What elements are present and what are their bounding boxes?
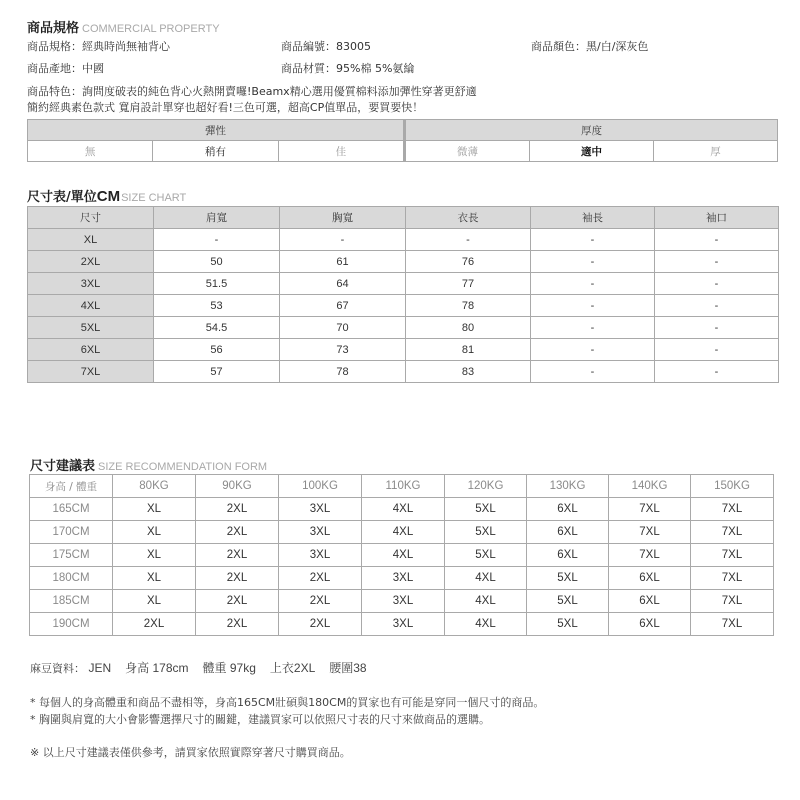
measurement-cell: 77 xyxy=(406,273,531,295)
recommendation-title-en: SIZE RECOMMENDATION FORM xyxy=(98,461,268,473)
recommendation-table xyxy=(29,474,774,636)
size-chart-unit: CM xyxy=(96,188,121,205)
measurement-cell: - xyxy=(406,229,531,251)
size-label-cell: 2XL xyxy=(28,251,154,273)
model-height: 身高 178cm xyxy=(125,661,189,675)
recommended-size-cell: 3XL xyxy=(279,498,362,521)
weight-header-cell: 120KG xyxy=(445,475,527,498)
recommended-size-cell: 5XL xyxy=(527,590,609,613)
size-chart-row xyxy=(28,273,779,295)
color-text: 商品顏色：黑/白/深灰色 xyxy=(531,40,649,53)
disclaimer: ※ 以上尺寸建議表僅供參考，請買家依照實際穿著尺寸購買商品。 xyxy=(30,746,351,759)
recommended-size-cell: 2XL xyxy=(279,590,362,613)
feature-line-2: 簡約經典素色款式 寬肩設計單穿也超好看!三色可選，超高CP值單品，要買要快！ xyxy=(27,101,424,114)
measurement-cell: - xyxy=(655,339,779,361)
recommended-size-cell: 3XL xyxy=(362,613,445,636)
measurement-cell: - xyxy=(280,229,406,251)
recommended-size-cell: 2XL xyxy=(196,590,279,613)
measurement-cell: - xyxy=(531,251,655,273)
measurement-cell: 67 xyxy=(280,295,406,317)
recommended-size-cell: XL xyxy=(113,590,196,613)
spec-text: 商品規格：經典時尚無袖背心 xyxy=(27,40,170,53)
size-chart-header-cell: 袖口 xyxy=(655,207,779,229)
thickness-label: 厚度 xyxy=(406,120,778,141)
thickness-option-thick: 厚 xyxy=(654,141,778,162)
property-title-en: COMMERCIAL PROPERTY xyxy=(82,23,220,35)
size-chart-header-cell: 袖長 xyxy=(531,207,655,229)
thickness-table xyxy=(405,119,778,162)
weight-header-cell: 110KG xyxy=(362,475,445,498)
size-chart-row xyxy=(28,339,779,361)
measurement-cell: - xyxy=(531,273,655,295)
measurement-cell: 83 xyxy=(406,361,531,383)
size-chart-row xyxy=(28,317,779,339)
model-waist: 腰圍38 xyxy=(329,661,367,675)
elasticity-label: 彈性 xyxy=(28,120,404,141)
recommendation-header-row xyxy=(30,475,774,498)
measurement-cell: - xyxy=(655,251,779,273)
elasticity-option-good: 佳 xyxy=(278,141,403,162)
size-chart-header-row xyxy=(28,207,779,229)
measurement-cell: 80 xyxy=(406,317,531,339)
recommended-size-cell: 2XL xyxy=(196,498,279,521)
weight-header-cell: 90KG xyxy=(196,475,279,498)
weight-header-cell: 80KG xyxy=(113,475,196,498)
thickness-option-thin: 微薄 xyxy=(406,141,530,162)
size-chart-header-cell: 衣長 xyxy=(406,207,531,229)
recommended-size-cell: 7XL xyxy=(609,521,691,544)
thickness-option-medium: 適中 xyxy=(530,141,654,162)
note-2: * 胸圍與肩寬的大小會影響選擇尺寸的關鍵，建議買家可以依照尺寸表的尺寸來做商品的選購。 xyxy=(30,713,490,726)
recommended-size-cell: 4XL xyxy=(445,590,527,613)
recommended-size-cell: 2XL xyxy=(196,544,279,567)
recommended-size-cell: 7XL xyxy=(691,498,774,521)
recommendation-row xyxy=(30,544,774,567)
recommendation-title: 尺寸建議表 xyxy=(30,459,96,474)
recommended-size-cell: 3XL xyxy=(362,590,445,613)
material-text: 商品材質：95%棉 5%氨綸 xyxy=(281,62,415,75)
elasticity-option-slight: 稍有 xyxy=(153,141,278,162)
elasticity-option-none: 無 xyxy=(28,141,153,162)
note-1: * 每個人的身高體重和商品不盡相等，身高165CM壯碩與180CM的買家也有可能是穿同一個尺寸的商品。 xyxy=(30,696,545,709)
feature-line-1: 商品特色：詢問度破表的純色背心火熱開賣囉!Beamx精心選用優質棉料添加彈性穿著更舒適 xyxy=(27,85,477,98)
recommended-size-cell: XL xyxy=(113,567,196,590)
height-cell: 165CM xyxy=(30,498,113,521)
recommended-size-cell: 6XL xyxy=(609,613,691,636)
property-title: 商品規格 xyxy=(27,21,80,36)
recommendation-row xyxy=(30,521,774,544)
size-chart-row xyxy=(28,361,779,383)
recommended-size-cell: 2XL xyxy=(196,521,279,544)
measurement-cell: 73 xyxy=(280,339,406,361)
measurement-cell: 57 xyxy=(154,361,280,383)
weight-header-cell: 150KG xyxy=(691,475,774,498)
size-label-cell: 4XL xyxy=(28,295,154,317)
recommended-size-cell: 4XL xyxy=(362,544,445,567)
height-cell: 190CM xyxy=(30,613,113,636)
recommended-size-cell: 6XL xyxy=(609,590,691,613)
recommended-size-cell: 5XL xyxy=(445,498,527,521)
recommendation-heading xyxy=(30,455,267,474)
recommended-size-cell: XL xyxy=(113,521,196,544)
size-chart-header-cell: 尺寸 xyxy=(28,207,154,229)
size-chart-header-cell: 肩寬 xyxy=(154,207,280,229)
measurement-cell: 78 xyxy=(406,295,531,317)
recommended-size-cell: 5XL xyxy=(445,521,527,544)
size-chart-row xyxy=(28,295,779,317)
recommendation-row xyxy=(30,567,774,590)
recommended-size-cell: 5XL xyxy=(445,544,527,567)
property-heading xyxy=(27,17,220,36)
recommended-size-cell: 3XL xyxy=(279,521,362,544)
recommended-size-cell: 2XL xyxy=(279,567,362,590)
recommendation-row xyxy=(30,590,774,613)
measurement-cell: 61 xyxy=(280,251,406,273)
measurement-cell: - xyxy=(154,229,280,251)
recommended-size-cell: 7XL xyxy=(691,590,774,613)
measurement-cell: - xyxy=(655,229,779,251)
recommended-size-cell: 4XL xyxy=(362,498,445,521)
measurement-cell: - xyxy=(531,229,655,251)
size-chart-title: 尺寸表/單位 xyxy=(27,190,97,205)
recommended-size-cell: 3XL xyxy=(279,544,362,567)
model-weight: 體重 97kg xyxy=(202,661,256,675)
recommended-size-cell: 6XL xyxy=(609,567,691,590)
measurement-cell: - xyxy=(655,361,779,383)
recommended-size-cell: 6XL xyxy=(527,544,609,567)
measurement-cell: 54.5 xyxy=(154,317,280,339)
height-cell: 170CM xyxy=(30,521,113,544)
weight-header-cell: 100KG xyxy=(279,475,362,498)
size-label-cell: 5XL xyxy=(28,317,154,339)
code-text: 商品編號：83005 xyxy=(281,40,371,53)
measurement-cell: 50 xyxy=(154,251,280,273)
size-chart-row xyxy=(28,229,779,251)
recommended-size-cell: 7XL xyxy=(691,521,774,544)
recommended-size-cell: 3XL xyxy=(362,567,445,590)
measurement-cell: 70 xyxy=(280,317,406,339)
size-label-cell: 6XL xyxy=(28,339,154,361)
measurement-cell: - xyxy=(655,273,779,295)
recommended-size-cell: 2XL xyxy=(279,613,362,636)
weight-header-cell: 140KG xyxy=(609,475,691,498)
recommended-size-cell: XL xyxy=(113,544,196,567)
recommended-size-cell: 7XL xyxy=(609,544,691,567)
size-chart-heading xyxy=(27,186,186,205)
measurement-cell: - xyxy=(655,295,779,317)
height-cell: 180CM xyxy=(30,567,113,590)
recommended-size-cell: 5XL xyxy=(527,613,609,636)
elasticity-table xyxy=(27,119,404,162)
measurement-cell: 56 xyxy=(154,339,280,361)
recommended-size-cell: 5XL xyxy=(527,567,609,590)
measurement-cell: - xyxy=(531,361,655,383)
measurement-cell: - xyxy=(531,295,655,317)
size-chart-title-en: SIZE CHART xyxy=(121,192,187,204)
size-label-cell: 3XL xyxy=(28,273,154,295)
recommendation-row xyxy=(30,498,774,521)
recommendation-row xyxy=(30,613,774,636)
recommended-size-cell: 4XL xyxy=(362,521,445,544)
measurement-cell: 76 xyxy=(406,251,531,273)
recommended-size-cell: 2XL xyxy=(196,613,279,636)
model-name: JEN xyxy=(88,661,112,675)
measurement-cell: 53 xyxy=(154,295,280,317)
size-label-cell: 7XL xyxy=(28,361,154,383)
measurement-cell: 81 xyxy=(406,339,531,361)
recommended-size-cell: 7XL xyxy=(691,613,774,636)
measurement-cell: 51.5 xyxy=(154,273,280,295)
measurement-cell: - xyxy=(531,339,655,361)
recommended-size-cell: 7XL xyxy=(691,544,774,567)
recommended-size-cell: 4XL xyxy=(445,567,527,590)
recommended-size-cell: 2XL xyxy=(113,613,196,636)
model-label: 麻豆資料： xyxy=(30,662,85,675)
recommended-size-cell: 7XL xyxy=(691,567,774,590)
height-cell: 185CM xyxy=(30,590,113,613)
measurement-cell: - xyxy=(655,317,779,339)
recommended-size-cell: 7XL xyxy=(609,498,691,521)
origin-text: 商品產地：中國 xyxy=(27,62,104,75)
measurement-cell: 78 xyxy=(280,361,406,383)
model-top-size: 上衣2XL xyxy=(269,661,316,675)
measurement-cell: - xyxy=(531,317,655,339)
model-info xyxy=(30,659,367,676)
measurement-cell: 64 xyxy=(280,273,406,295)
recommended-size-cell: 6XL xyxy=(527,521,609,544)
size-chart-table xyxy=(27,206,779,383)
recommended-size-cell: 6XL xyxy=(527,498,609,521)
recommended-size-cell: XL xyxy=(113,498,196,521)
size-label-cell: XL xyxy=(28,229,154,251)
recommended-size-cell: 2XL xyxy=(196,567,279,590)
height-cell: 175CM xyxy=(30,544,113,567)
recommended-size-cell: 4XL xyxy=(445,613,527,636)
height-weight-corner-cell: 身高 / 體重 xyxy=(30,475,113,498)
size-chart-row xyxy=(28,251,779,273)
size-chart-header-cell: 胸寬 xyxy=(280,207,406,229)
weight-header-cell: 130KG xyxy=(527,475,609,498)
